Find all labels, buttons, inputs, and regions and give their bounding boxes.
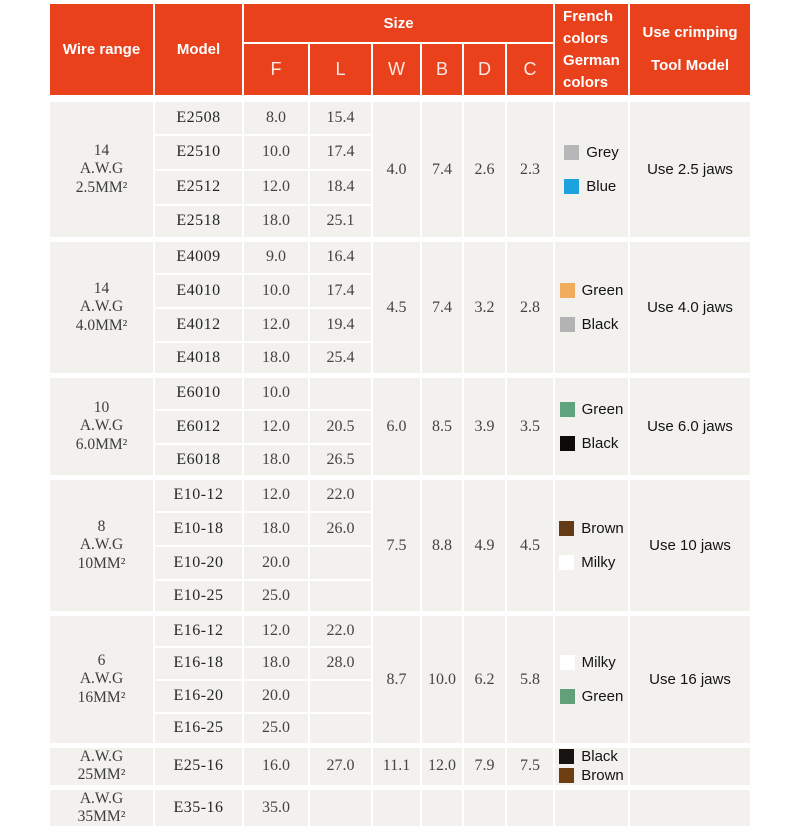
model-cell: E6012 [154,410,243,444]
green-color-swatch-icon [560,689,575,704]
size-w-cell: 4.5 [372,240,421,376]
color-swatch-row [560,435,619,452]
color-swatch-row [560,688,624,705]
color-label: Blue [586,178,617,195]
size-c-cell: 2.3 [506,100,554,240]
size-l-cell: 28.0 [309,647,372,680]
wire-range-cell [49,100,154,240]
brown-color-swatch-icon [559,768,574,783]
size-c-cell: 5.8 [506,614,554,746]
size-f-cell: 12.0 [243,170,309,205]
size-subheader-f: F [243,43,309,96]
color-swatch-row [564,144,619,161]
model-cell: E10-18 [154,512,243,546]
table-row [49,240,751,274]
size-l-cell [309,580,372,614]
colors-header-line: German [563,51,620,69]
size-l-cell: 26.5 [309,444,372,478]
color-swatch-row [560,316,619,333]
size-f-cell: 12.0 [243,478,309,512]
tool-model-cell [629,787,751,827]
size-f-cell: 35.0 [243,787,309,827]
wire-range-line: 10 [93,399,110,417]
color-label: Green [581,282,624,299]
wire-range-cell [49,614,154,746]
black-color-swatch-icon [560,436,575,451]
size-f-cell: 10.0 [243,274,309,308]
size-column-header: Size [243,3,554,43]
colors-header-line: French [563,7,614,25]
tool-model-cell: Use 2.5 jaws [629,100,751,240]
colors-column-header [554,3,629,96]
size-w-cell: 4.0 [372,100,421,240]
size-c-cell: 4.5 [506,478,554,614]
colors-cell [554,478,629,614]
size-f-cell: 12.0 [243,410,309,444]
model-cell: E4009 [154,240,243,274]
color-label: Brown [581,520,624,537]
tool-model-cell: Use 4.0 jaws [629,240,751,376]
model-cell: E4018 [154,342,243,376]
size-b-cell: 7.4 [421,100,463,240]
colors-cell [554,376,629,478]
color-swatch-row [559,748,618,765]
size-f-cell: 18.0 [243,647,309,680]
size-b-cell: 12.0 [421,746,463,788]
model-cell: E16-18 [154,647,243,680]
color-swatch-list [560,654,624,705]
size-d-cell: 2.6 [463,100,506,240]
color-label: Milky [581,654,616,671]
size-l-cell [309,787,372,827]
size-c-cell: 3.5 [506,376,554,478]
size-l-cell: 18.4 [309,170,372,205]
size-d-cell: 7.9 [463,746,506,788]
table-row [49,100,751,135]
blue-color-swatch-icon [564,179,579,194]
table-row [49,614,751,647]
size-b-cell: 7.4 [421,240,463,376]
size-l-cell: 17.4 [309,135,372,170]
table-header [48,2,752,97]
wire-range-cell [49,240,154,376]
size-b-cell: 8.8 [421,478,463,614]
size-d-cell [463,787,506,827]
milky-color-swatch-icon [559,555,574,570]
tool-model-cell: Use 10 jaws [629,478,751,614]
table-body [48,97,752,828]
size-l-cell [309,680,372,713]
colors-header-line: colors [563,29,609,47]
size-f-cell: 8.0 [243,100,309,135]
model-cell: E10-25 [154,580,243,614]
tool-model-cell: Use 16 jaws [629,614,751,746]
green-color-swatch-icon [560,402,575,417]
wire-range-line: 14 [93,142,110,160]
model-cell: E2518 [154,205,243,240]
tool-model-cell [629,746,751,788]
color-swatch-row [564,178,616,195]
size-c-cell: 2.8 [506,240,554,376]
green-color-swatch-icon [560,283,575,298]
size-l-cell: 22.0 [309,614,372,647]
color-label: Black [581,316,619,333]
size-w-cell: 8.7 [372,614,421,746]
size-f-cell: 25.0 [243,580,309,614]
table-row [49,787,751,827]
model-column-header: Model [154,3,243,96]
color-swatch-row [560,282,624,299]
wire-range-cell [49,478,154,614]
size-f-cell: 18.0 [243,512,309,546]
color-swatch-list [560,401,624,452]
size-f-cell: 16.0 [243,746,309,788]
wire-range-line: 8 [97,518,106,536]
size-d-cell: 6.2 [463,614,506,746]
color-label: Black [581,748,618,766]
wire-range-column-header: Wire range [49,3,154,96]
size-f-cell: 18.0 [243,444,309,478]
grey-color-swatch-icon [564,145,579,160]
size-l-cell: 22.0 [309,478,372,512]
size-subheader-l: L [309,43,372,96]
color-swatch-row [559,520,624,537]
size-l-cell: 26.0 [309,512,372,546]
model-cell: E4012 [154,308,243,342]
wire-range-line: 25MM² [77,766,126,784]
color-swatch-list [560,282,624,333]
model-cell: E6010 [154,376,243,410]
black-color-swatch-icon [560,317,575,332]
size-f-cell: 18.0 [243,205,309,240]
model-cell: E16-25 [154,713,243,746]
size-subheader-d: D [463,43,506,96]
model-cell: E35-16 [154,787,243,827]
size-b-cell: 10.0 [421,614,463,746]
size-d-cell: 4.9 [463,478,506,614]
wire-range-line: 10MM² [77,554,126,572]
size-f-cell: 12.0 [243,614,309,647]
table-row [49,478,751,512]
size-c-cell [506,787,554,827]
color-label: Green [581,688,624,705]
wire-range-cell [49,376,154,478]
model-cell: E16-20 [154,680,243,713]
tool-column-header [629,3,751,96]
color-label: Grey [586,144,619,161]
wire-range-line: 6 [97,652,106,670]
table-row [49,746,751,788]
model-cell: E25-16 [154,746,243,788]
size-b-cell: 8.5 [421,376,463,478]
color-swatch-row [560,654,616,671]
wire-range-line: 35MM² [77,807,126,825]
size-l-cell: 27.0 [309,746,372,788]
size-w-cell: 6.0 [372,376,421,478]
model-cell: E10-20 [154,546,243,580]
milky-color-swatch-icon [560,655,575,670]
size-l-cell: 19.4 [309,308,372,342]
size-l-cell [309,376,372,410]
size-f-cell: 10.0 [243,376,309,410]
tool-model-cell: Use 6.0 jaws [629,376,751,478]
wire-range-line: 14 [93,280,110,298]
size-w-cell: 11.1 [372,746,421,788]
color-swatch-row [559,767,624,784]
size-d-cell: 3.9 [463,376,506,478]
color-swatch-list [564,144,619,195]
size-f-cell: 9.0 [243,240,309,274]
size-w-cell: 7.5 [372,478,421,614]
wire-range-line: A.W.G [79,417,124,435]
tool-header-line: Use crimping [642,24,738,41]
color-swatch-list [559,520,624,571]
color-swatch-list [559,748,624,784]
colors-cell [554,787,629,827]
black-color-swatch-icon [559,749,574,764]
wire-range-cell [49,746,154,788]
color-label: Brown [581,767,624,785]
size-l-cell: 25.4 [309,342,372,376]
size-l-cell: 15.4 [309,100,372,135]
size-d-cell: 3.2 [463,240,506,376]
table-row [49,376,751,410]
tool-header-line: Tool Model [651,56,730,74]
model-cell: E2510 [154,135,243,170]
wire-range-line: 6.0MM² [75,435,128,453]
colors-cell [554,240,629,376]
wire-range-line: A.W.G [79,536,124,554]
size-f-cell: 25.0 [243,713,309,746]
wire-range-line: 2.5MM² [75,178,128,196]
color-swatch-row [559,554,615,571]
wire-range-line: 4.0MM² [75,316,128,334]
size-l-cell: 16.4 [309,240,372,274]
colors-cell [554,614,629,746]
wire-range-line: A.W.G [79,160,124,178]
size-l-cell: 25.1 [309,205,372,240]
color-label: Milky [581,554,616,571]
wire-range-line: 16MM² [77,688,126,706]
model-cell: E2508 [154,100,243,135]
wire-range-line: A.W.G [79,789,124,807]
model-cell: E2512 [154,170,243,205]
wire-range-line: A.W.G [79,748,124,765]
color-label: Green [581,401,624,418]
colors-cell [554,746,629,788]
model-cell: E6018 [154,444,243,478]
size-f-cell: 18.0 [243,342,309,376]
size-b-cell [421,787,463,827]
color-swatch-row [560,401,624,418]
size-l-cell: 17.4 [309,274,372,308]
wire-range-cell [49,787,154,827]
model-cell: E4010 [154,274,243,308]
model-cell: E16-12 [154,614,243,647]
size-c-cell: 7.5 [506,746,554,788]
brown-color-swatch-icon [559,521,574,536]
size-f-cell: 20.0 [243,680,309,713]
size-subheader-b: B [421,43,463,96]
size-f-cell: 12.0 [243,308,309,342]
colors-header-line: colors [563,73,609,91]
size-w-cell [372,787,421,827]
wire-range-line: A.W.G [79,298,124,316]
size-subheader-w: W [372,43,421,96]
size-l-cell: 20.5 [309,410,372,444]
model-cell: E10-12 [154,478,243,512]
colors-cell [554,100,629,240]
color-label: Black [581,435,619,452]
size-l-cell [309,546,372,580]
size-subheader-c: C [506,43,554,96]
size-f-cell: 20.0 [243,546,309,580]
size-f-cell: 10.0 [243,135,309,170]
wire-range-line: A.W.G [79,670,124,688]
size-l-cell [309,713,372,746]
